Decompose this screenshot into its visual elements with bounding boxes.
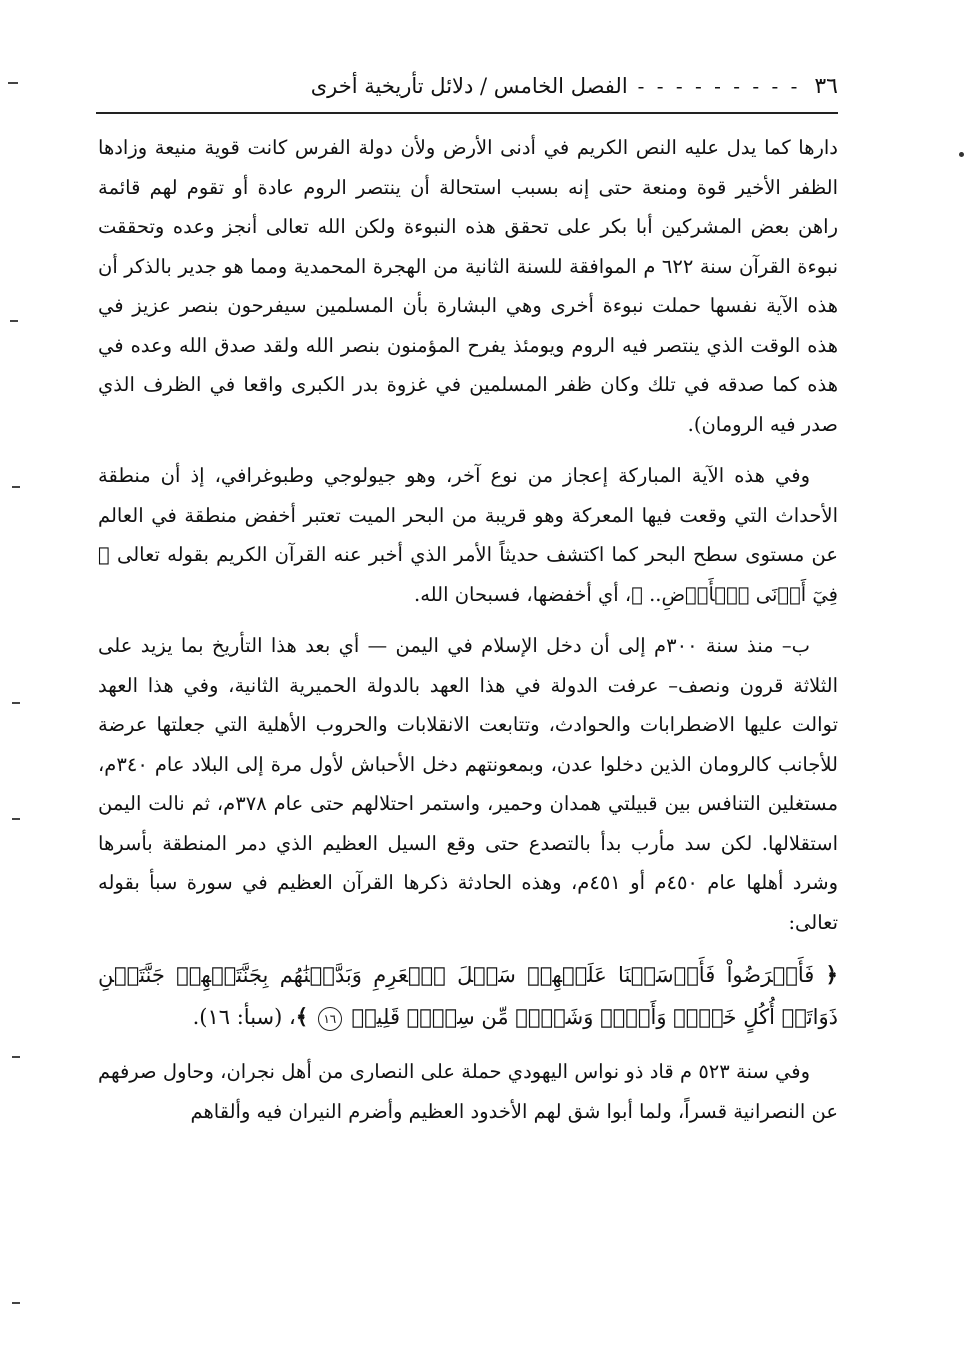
paragraph-2: وفي هذه الآية المباركة إعجاز من نوع آخر، وهو جيولوجي وطبوغرافي، إذ أن منطقة الأحداث التي وقعت فيها المعركة وهو قريبة من البحر الميت تعتبر أخفض منطقة في العالم عن مستوى سطح البحر كما اكتشف حديثاً الأمر الذي أخبر عنه القرآن الكريم بقوله تعالى ﴿ فِيٓ أَدۡنَى ٱلۡأَرۡضِ.. ﴾، أي أخفضها، فسبحان الله. — [98, 464, 838, 606]
scan-mark — [8, 82, 18, 84]
ayah-number-mark: ١٦ — [318, 1007, 342, 1031]
running-header — [96, 66, 838, 106]
body-text — [98, 128, 838, 1143]
quran-reference: ، (سبأ: ١٦). — [192, 1005, 296, 1029]
quran-verse-text: فَأَعۡرَضُواْ فَأَرۡسَلۡنَا عَلَيۡهِمۡ سَيۡلَ ٱلۡعَرِمِ وَبَدَّلۡنَٰهُم بِجَنَّتَيۡهِمۡ جَنَّتَيۡنِ ذَوَاتَيۡ أُكُلٍ خَمۡطٖ وَأَثۡلٖ وَشَيۡءٖ مِّن سِدۡرٖ قَلِيلٖ — [98, 963, 838, 1029]
scan-mark — [10, 320, 18, 322]
chapter-title: الفصل الخامس / دلائل تأريخية أخرى — [310, 74, 628, 98]
header-rule — [96, 112, 838, 114]
scan-mark — [12, 486, 20, 488]
quran-verse — [98, 954, 838, 1038]
paragraph-3: ب– منذ سنة ٣٠٠م إلى أن دخل الإسلام في اليمن — أي بعد هذا التأريخ بما يزيد على الثلاثة قرون ونصف– عرفت الدولة في هذا العهد بالدولة الحميرية الثانية، وفي هذا العهد توالت عليها الاضطرابات والحوادث، وتتابعت الانقلابات والحروب الأهلية التي جعلتها عرضة للأجانب كالرومان الذين دخلوا عدن، وبمعونتهم دخل الأحباش لأول مرة إلى البلاد عام ٣٤٠م، مستغلين التنافس بين قبيلتي همدان وحمير، واستمر احتلالهم حتى عام ٣٧٨م، ثم نالت اليمن استقلالها. لكن سد مأرب بدأ بالتصدع حتى وقع السيل العظيم الذي دمر المنطقة بأسرها وشرد أهلها عام ٤٥٠م أو ٤٥١م، وهذه الحادثة ذكرها القرآن العظيم في سورة سبأ بقوله تعالى: — [98, 634, 839, 934]
scan-mark — [12, 702, 20, 704]
scan-mark — [12, 1302, 20, 1304]
paragraph-1: دارها كما يدل عليه النص الكريم في أدنى الأرض ولأن دولة الفرس كانت قوية منيعة وزادها الظفر الأخير قوة ومنعة حتى إنه بسبب استحالة أن ينتصر الروم عادة أو تقوم لهم قائمة راهن بعض المشركين أبا بكر على تحقق هذه النبوءة ولكن الله تعالى أنجز وعده وتحققت نبوءة القرآن سنة ٦٢٢ م الموافقة للسنة الثانية من الهجرة المحمدية ومما هو جدير بالذكر أن هذه الآية نفسها حملت نبوءة أخرى وهي البشارة بأن المسلمين سيفرحون بنصر عزيز في هذه الوقت الذي ينتصر فيه الروم ويومئذ يفرح المؤمنون بنصر الله ولقد صدق الله وعده في هذه كما صدقه في تلك وكان ظفر المسلمين في غزوة بدر الكبرى واقعا في الظرف الذي صدر فيه الرومان). — [98, 136, 838, 436]
paragraph-4: وفي سنة ٥٢٣ م قاد ذو نواس اليهودي حملة على النصارى من أهل نجران، وحاول صرفهم عن النصرانية قسراً، ولما أبوا شق لهم الأخدود العظيم وأضرم النيران فيه وألقاهم — [98, 1060, 838, 1123]
scan-dot — [959, 152, 964, 157]
scan-mark — [12, 818, 20, 820]
quran-close-bracket: ﴾ — [295, 1004, 309, 1029]
page-number: ٣٦ — [814, 73, 838, 99]
quran-open-bracket: ﴿ — [825, 962, 838, 987]
scan-mark — [12, 1056, 20, 1058]
header-leader-dashes: - - - - - - - - - — [637, 74, 801, 98]
